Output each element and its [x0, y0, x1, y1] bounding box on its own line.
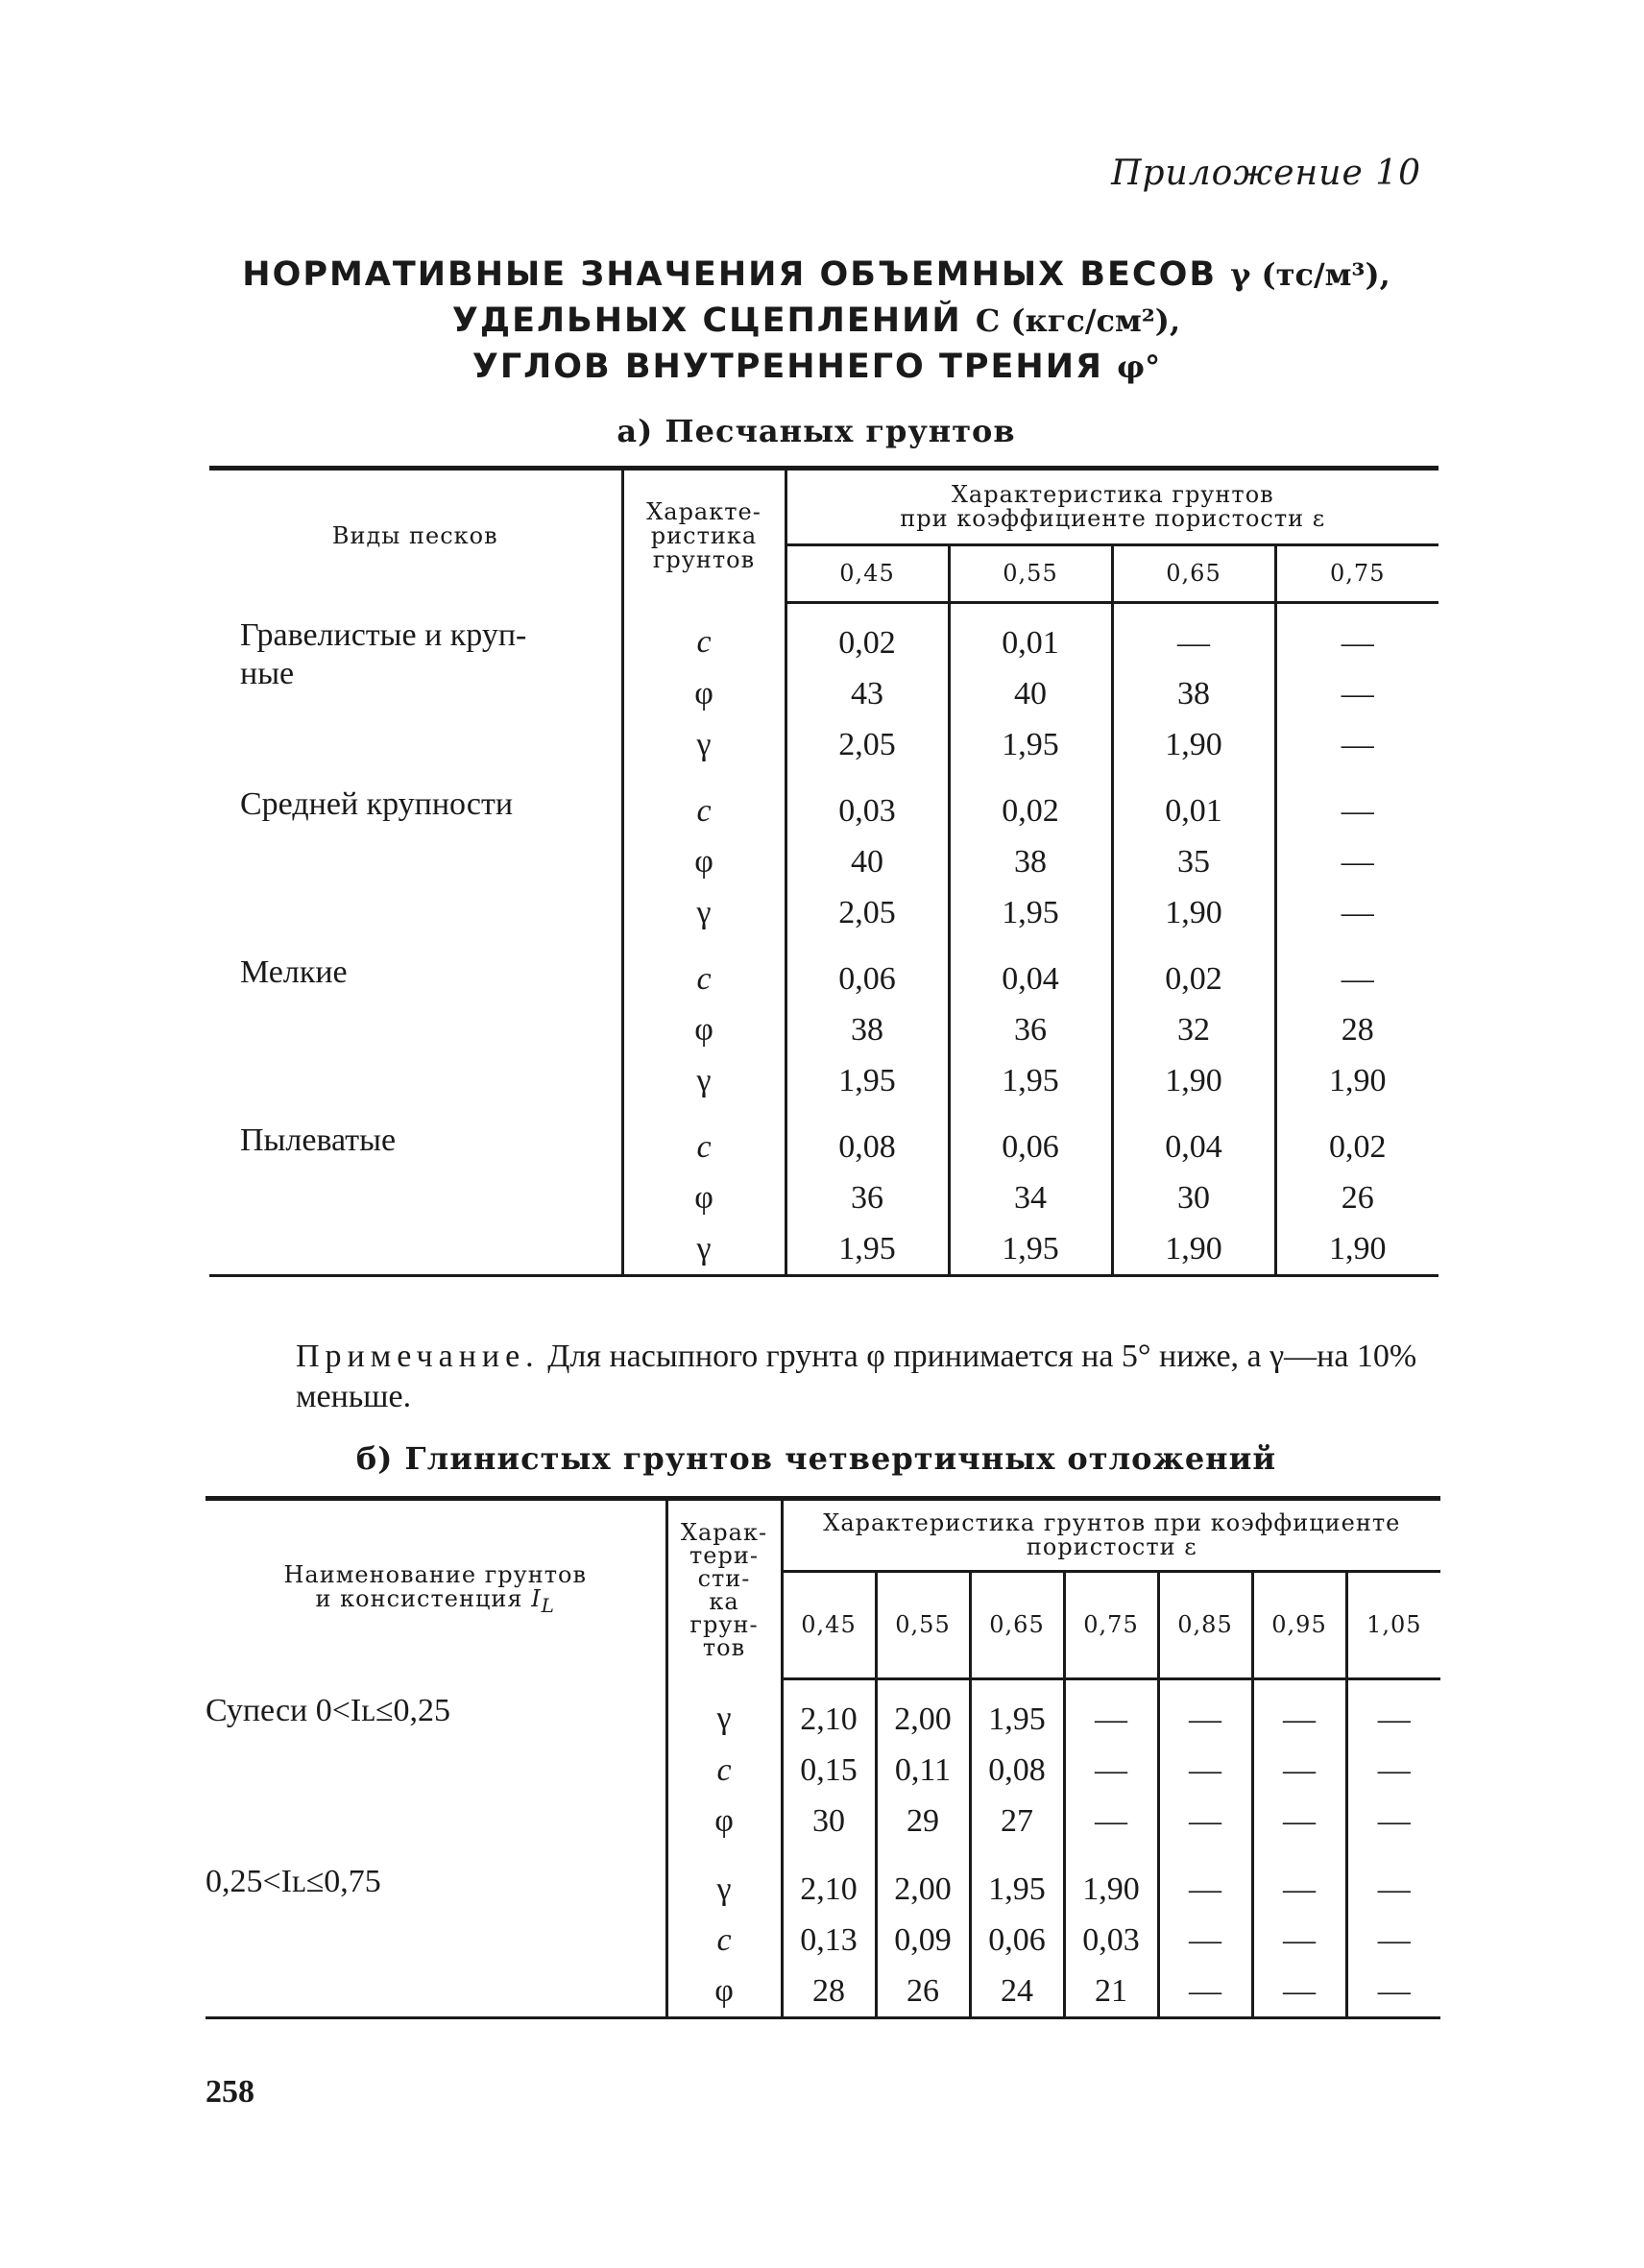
- characteristic-symbol: γ: [622, 1223, 786, 1276]
- title-line-3: [192, 344, 1440, 390]
- title-line-1: [192, 252, 1440, 298]
- value-cell: 1,95: [970, 1846, 1064, 1915]
- value-cell: 2,05: [786, 887, 949, 938]
- value-cell: 35: [1112, 836, 1275, 887]
- value-cell: 0,06: [786, 938, 949, 1004]
- table-row: [209, 1106, 1438, 1172]
- soil-type-name: 0,25<Iʟ≤0,75: [206, 1864, 381, 1899]
- col-soil-name: [206, 1499, 666, 1679]
- value-cell: —: [1252, 1966, 1346, 2018]
- characteristic-symbol: φ: [666, 1796, 782, 1846]
- value-cell: 2,10: [782, 1846, 876, 1915]
- value-cell: —: [1112, 603, 1275, 669]
- title-line-2-unit: С (кгс/см²),: [975, 302, 1181, 339]
- value-cell: 0,06: [949, 1106, 1112, 1172]
- value-cell: 1,95: [970, 1679, 1064, 1746]
- value-cell: —: [1158, 1679, 1252, 1746]
- characteristic-symbol: c: [622, 770, 786, 836]
- value-cell: 0,03: [1064, 1915, 1158, 1966]
- title-line-2-text: УДЕЛЬНЫХ СЦЕПЛЕНИЙ: [451, 302, 962, 340]
- value-cell: 34: [949, 1172, 1112, 1223]
- sand-soils-table: [209, 466, 1438, 1277]
- value-cell: 2,10: [782, 1679, 876, 1746]
- value-cell: 0,02: [1112, 938, 1275, 1004]
- value-cell: —: [1158, 1796, 1252, 1846]
- value-cell: 38: [1112, 668, 1275, 719]
- value-cell: 1,95: [949, 1223, 1112, 1276]
- value-cell: 21: [1064, 1966, 1158, 2018]
- porosity-header: 0,75: [1275, 545, 1438, 603]
- value-cell: 30: [782, 1796, 876, 1846]
- value-cell: 0,04: [949, 938, 1112, 1004]
- table-row: [206, 1846, 1440, 1915]
- soil-type-name: Мелкие: [240, 954, 348, 990]
- value-cell: —: [1064, 1745, 1158, 1796]
- value-cell: —: [1346, 1796, 1440, 1846]
- value-cell: —: [1275, 836, 1438, 887]
- value-cell: 0,01: [1112, 770, 1275, 836]
- value-cell: 1,90: [1275, 1223, 1438, 1276]
- porosity-header: 0,55: [949, 545, 1112, 603]
- porosity-header: 0,75: [1064, 1572, 1158, 1679]
- value-cell: 1,90: [1112, 719, 1275, 770]
- value-cell: —: [1275, 938, 1438, 1004]
- value-cell: —: [1252, 1796, 1346, 1846]
- value-cell: 2,00: [876, 1846, 970, 1915]
- characteristic-symbol: γ: [666, 1846, 782, 1915]
- characteristic-symbol: c: [622, 938, 786, 1004]
- characteristic-symbol: c: [622, 1106, 786, 1172]
- porosity-header: 0,55: [876, 1572, 970, 1679]
- title-line-3-unit: φ°: [1117, 349, 1161, 385]
- value-cell: —: [1252, 1915, 1346, 1966]
- table-row: [209, 938, 1438, 1004]
- soil-type-name: Супеси 0<Iʟ≤0,25: [206, 1692, 451, 1728]
- col-porosity-group: Характеристика грунтов при коэффициенте пористости ε: [786, 469, 1438, 545]
- value-cell: 1,95: [949, 719, 1112, 770]
- value-cell: 27: [970, 1796, 1064, 1846]
- table-row: [206, 1679, 1440, 1746]
- table-row: [209, 770, 1438, 836]
- title-line-1-unit: γ (тс/м³),: [1230, 256, 1390, 293]
- value-cell: 1,95: [949, 1055, 1112, 1106]
- section-b-heading: б) Глинистых грунтов четвертичных отложений: [355, 1440, 1277, 1477]
- col-sand-type: Виды песков: [331, 522, 498, 550]
- characteristic-symbol: φ: [622, 836, 786, 887]
- value-cell: 38: [949, 836, 1112, 887]
- characteristic-symbol: φ: [622, 1004, 786, 1055]
- value-cell: 0,09: [876, 1915, 970, 1966]
- porosity-header: 0,45: [782, 1572, 876, 1679]
- value-cell: 0,02: [949, 770, 1112, 836]
- value-cell: 0,03: [786, 770, 949, 836]
- table-row: [209, 603, 1438, 669]
- soil-type-name: Средней крупности: [240, 786, 514, 822]
- characteristic-symbol: φ: [666, 1966, 782, 2018]
- value-cell: —: [1346, 1966, 1440, 2018]
- porosity-header: 0,65: [1112, 545, 1275, 603]
- porosity-header: 0,45: [786, 545, 949, 603]
- note-lead: Примечание.: [296, 1339, 540, 1374]
- value-cell: —: [1064, 1679, 1158, 1746]
- value-cell: —: [1158, 1846, 1252, 1915]
- value-cell: 0,04: [1112, 1106, 1275, 1172]
- note-text: Для насыпного грунта φ принимается на 5° ниже, а γ—на 10% меньше.: [296, 1339, 1417, 1414]
- value-cell: 26: [876, 1966, 970, 2018]
- value-cell: 1,90: [1112, 887, 1275, 938]
- characteristic-symbol: φ: [622, 1172, 786, 1223]
- page-number: 258: [206, 2074, 254, 2110]
- characteristic-symbol: c: [666, 1745, 782, 1796]
- col-characteristic: Характе- ристика грунтов: [622, 469, 786, 603]
- value-cell: 40: [786, 836, 949, 887]
- characteristic-symbol: c: [622, 603, 786, 669]
- value-cell: 28: [782, 1966, 876, 2018]
- title-line-2: [192, 298, 1440, 344]
- value-cell: 0,01: [949, 603, 1112, 669]
- characteristic-symbol: γ: [666, 1679, 782, 1746]
- porosity-header: 0,95: [1252, 1572, 1346, 1679]
- value-cell: —: [1275, 887, 1438, 938]
- porosity-header: 0,85: [1158, 1572, 1252, 1679]
- value-cell: —: [1275, 770, 1438, 836]
- value-cell: 1,90: [1112, 1223, 1275, 1276]
- value-cell: —: [1158, 1966, 1252, 2018]
- section-a-heading: а) Песчаных грунтов: [616, 413, 1016, 449]
- value-cell: —: [1252, 1679, 1346, 1746]
- soil-type-name: Гравелистые и круп- ные: [240, 616, 527, 691]
- consistency-symbol: I: [531, 1585, 542, 1613]
- value-cell: 36: [786, 1172, 949, 1223]
- value-cell: —: [1064, 1796, 1158, 1846]
- value-cell: 30: [1112, 1172, 1275, 1223]
- value-cell: —: [1158, 1915, 1252, 1966]
- value-cell: 26: [1275, 1172, 1438, 1223]
- value-cell: 1,90: [1064, 1846, 1158, 1915]
- value-cell: —: [1346, 1915, 1440, 1966]
- value-cell: 1,95: [786, 1223, 949, 1276]
- value-cell: 1,95: [786, 1055, 949, 1106]
- value-cell: —: [1158, 1745, 1252, 1796]
- porosity-header: 0,65: [970, 1572, 1064, 1679]
- value-cell: 29: [876, 1796, 970, 1846]
- characteristic-symbol: γ: [622, 887, 786, 938]
- characteristic-symbol: c: [666, 1915, 782, 1966]
- value-cell: —: [1252, 1745, 1346, 1796]
- value-cell: —: [1252, 1846, 1346, 1915]
- value-cell: —: [1275, 719, 1438, 770]
- value-cell: 28: [1275, 1004, 1438, 1055]
- value-cell: —: [1275, 668, 1438, 719]
- value-cell: 2,00: [876, 1679, 970, 1746]
- page-title: [192, 252, 1440, 390]
- value-cell: 32: [1112, 1004, 1275, 1055]
- value-cell: 43: [786, 668, 949, 719]
- consistency-subscript: L: [541, 1594, 555, 1618]
- characteristic-symbol: γ: [622, 1055, 786, 1106]
- col-soil-name-text: Наименование грунтов и консистенция: [283, 1561, 587, 1613]
- col-characteristic: Харак- тери- сти- ка грун- тов: [666, 1499, 782, 1679]
- characteristic-symbol: γ: [622, 719, 786, 770]
- value-cell: 0,02: [786, 603, 949, 669]
- value-cell: —: [1346, 1745, 1440, 1796]
- value-cell: 36: [949, 1004, 1112, 1055]
- characteristic-symbol: φ: [622, 668, 786, 719]
- title-line-3-text: УГЛОВ ВНУТРЕННЕГО ТРЕНИЯ: [471, 348, 1103, 386]
- value-cell: 0,08: [970, 1745, 1064, 1796]
- value-cell: —: [1346, 1846, 1440, 1915]
- title-line-1-text: НОРМАТИВНЫЕ ЗНАЧЕНИЯ ОБЪЕМНЫХ ВЕСОВ: [242, 255, 1218, 294]
- value-cell: 0,02: [1275, 1106, 1438, 1172]
- col-porosity-group: Характеристика грунтов при коэффициенте пористости ε: [782, 1499, 1440, 1572]
- appendix-label: Приложение 10: [1111, 154, 1421, 193]
- value-cell: 0,08: [786, 1106, 949, 1172]
- value-cell: 1,95: [949, 887, 1112, 938]
- value-cell: 38: [786, 1004, 949, 1055]
- value-cell: 0,13: [782, 1915, 876, 1966]
- soil-type-name: Пылеватые: [240, 1122, 397, 1158]
- value-cell: 1,90: [1112, 1055, 1275, 1106]
- porosity-header: 1,05: [1346, 1572, 1440, 1679]
- value-cell: 24: [970, 1966, 1064, 2018]
- value-cell: 40: [949, 668, 1112, 719]
- value-cell: 0,06: [970, 1915, 1064, 1966]
- value-cell: 0,15: [782, 1745, 876, 1796]
- value-cell: 0,11: [876, 1745, 970, 1796]
- value-cell: 2,05: [786, 719, 949, 770]
- table-note: [296, 1337, 1438, 1417]
- clay-soils-table: [206, 1496, 1440, 2019]
- value-cell: —: [1275, 603, 1438, 669]
- value-cell: 1,90: [1275, 1055, 1438, 1106]
- value-cell: —: [1346, 1679, 1440, 1746]
